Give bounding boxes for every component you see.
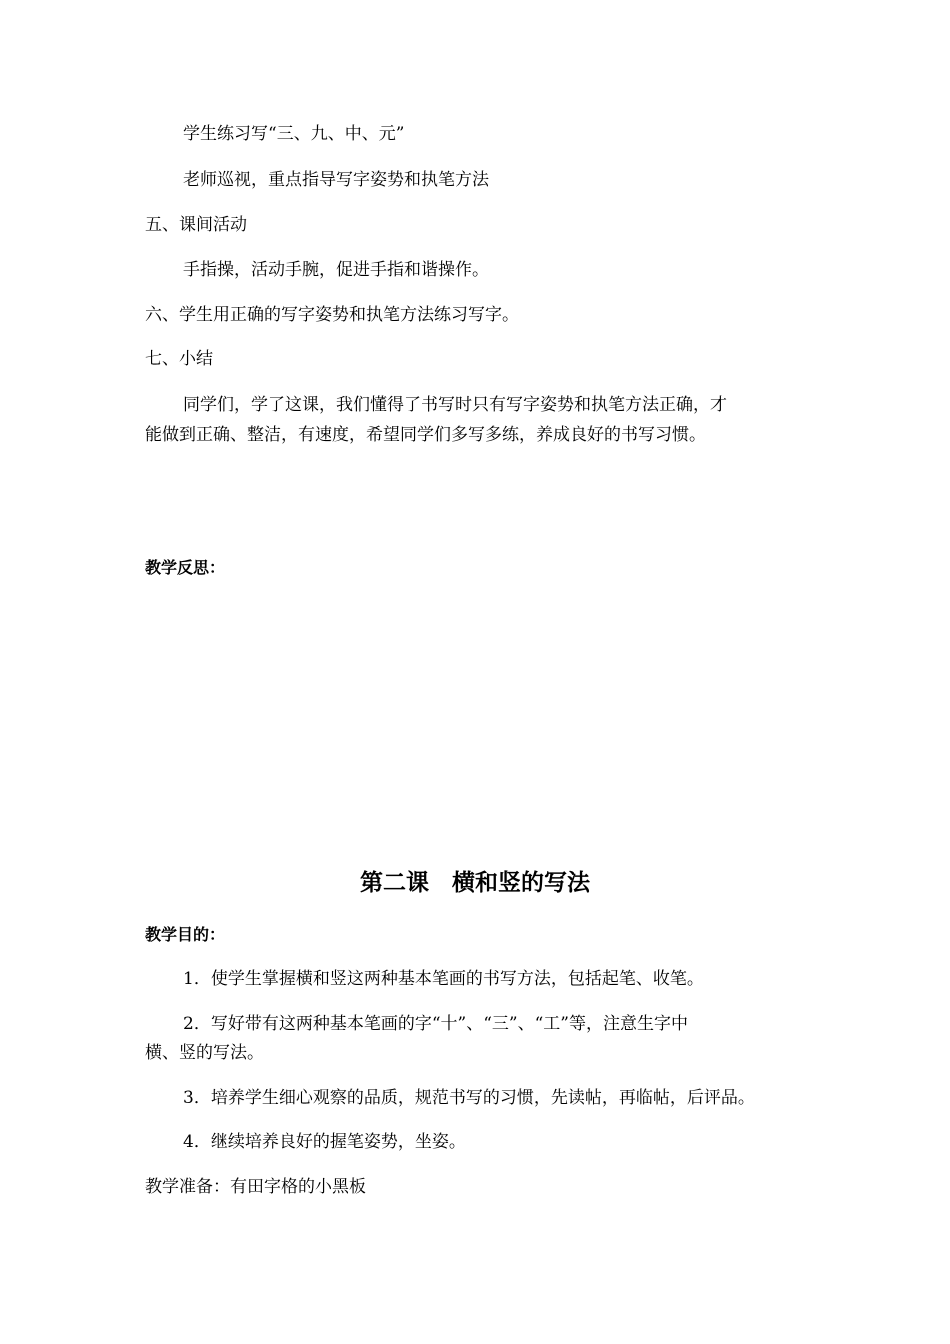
summary-line-1: 同学们，学了这课，我们懂得了书写时只有写字姿势和执笔方法正确，才 [183, 395, 727, 415]
teacher-line: 老师巡视，重点指导写字姿势和执笔方法 [183, 170, 489, 190]
objectives-label: 教学目的： [145, 925, 226, 944]
preparation-line: 教学准备：有田字格的小黑板 [145, 1177, 366, 1197]
practice-line: 学生练习写“三、九、中、元” [183, 124, 405, 144]
item5-text: 手指操，活动手腕，促进手指和谐操作。 [183, 260, 489, 280]
objective-1: 1．使学生掌握横和竖这两种基本笔画的书写方法，包括起笔、收笔。 [183, 969, 704, 989]
objective-2-line-2: 横、竖的写法。 [145, 1043, 264, 1063]
objective-2-line-1: 2．写好带有这两种基本笔画的字“十”、“三”、“工”等，注意生字中 [183, 1014, 688, 1034]
item5-heading: 五、课间活动 [145, 215, 247, 235]
lesson-title: 第二课 横和竖的写法 [360, 870, 590, 896]
reflection-label: 教学反思： [145, 558, 226, 577]
item7-heading: 七、小结 [145, 349, 213, 369]
item6-heading: 六、学生用正确的写字姿势和执笔方法练习写字。 [145, 305, 519, 325]
summary-line-2: 能做到正确、整洁，有速度，希望同学们多写多练，养成良好的书写习惯。 [145, 425, 706, 445]
objective-3: 3．培养学生细心观察的品质，规范书写的习惯，先读帖，再临帖，后评品。 [183, 1088, 755, 1108]
objective-4: 4．继续培养良好的握笔姿势，坐姿。 [183, 1132, 466, 1152]
